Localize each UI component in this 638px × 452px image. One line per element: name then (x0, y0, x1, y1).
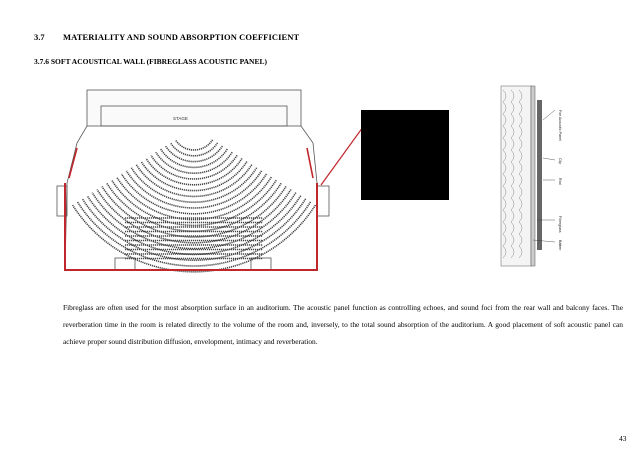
seat-row (161, 149, 228, 167)
seat-row (77, 202, 310, 266)
label-fiberglass: Fiberglass (558, 216, 562, 233)
material-sample-image (361, 110, 449, 200)
stage-label: STAGE (173, 116, 188, 121)
seat-row (136, 165, 252, 197)
section-number: 3.7 (34, 32, 45, 42)
subsection-title: 3.7.6 SOFT ACOUSTICAL WALL (FIBREGLASS ACOUSTIC PANEL) (34, 57, 267, 66)
seat-row (175, 140, 212, 150)
section-title: MATERIALITY AND SOUND ABSORPTION COEFFICIENT (63, 32, 300, 42)
label-rod: Rod (558, 178, 562, 185)
body-paragraph: Fibreglass are often used for the most absorption surface in an auditorium. The acoustic panel function as controlling echoes, and sound foci from the rear wall and balcony faces. The reverberation time in the room is related directly to the volume of the room and, inversely, to the total sound absorption of the auditorium. A good placement of soft acoustic panel can achieve proper sound distribution diffusion, envelopment, intimacy and reverberation. (63, 303, 623, 346)
wall-section-drawing (497, 80, 577, 270)
seat-row (73, 205, 316, 272)
label-fire-acoustic-panel: Fire Acoustic Panel (558, 110, 562, 141)
auditorium-floor-plan (55, 88, 335, 276)
leader-line (320, 125, 365, 195)
seat-row (156, 152, 232, 173)
label-batten: Batten (558, 240, 562, 251)
label-clip: Clip (558, 158, 562, 165)
page-number: 43 (619, 434, 627, 443)
